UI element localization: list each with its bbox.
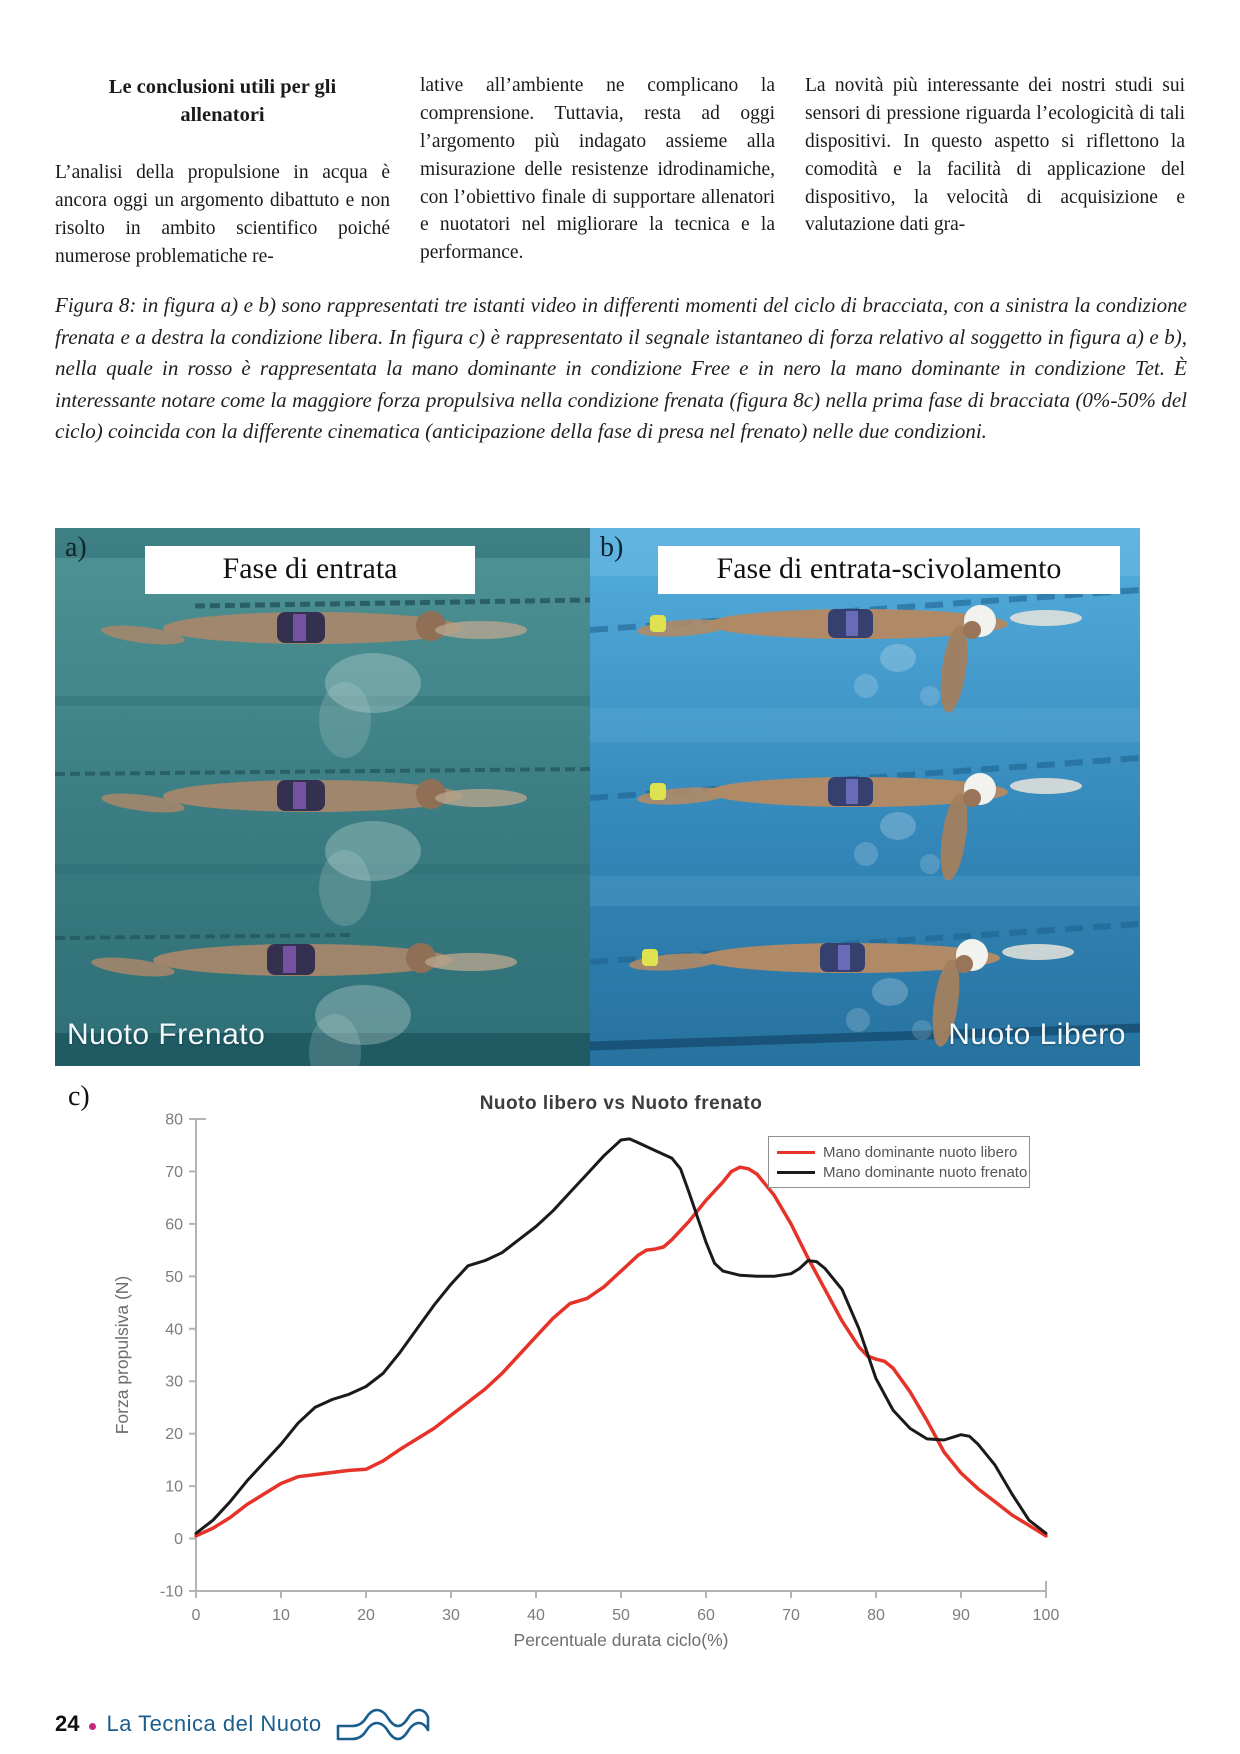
- photo-tag-libero: Nuoto Libero: [948, 1018, 1126, 1051]
- x-axis-label: Percentuale durata ciclo(%): [513, 1630, 729, 1650]
- y-tick-label: 10: [165, 1478, 183, 1496]
- article-column-3: [805, 72, 1185, 271]
- panel-title-b: Fase di entrata-scivolamento: [658, 546, 1120, 594]
- underwater-photo-a: [55, 528, 590, 1066]
- chart-canvas: [0, 1075, 1240, 1665]
- x-tick-label: 30: [442, 1607, 460, 1624]
- x-tick-label: 50: [612, 1607, 630, 1624]
- section-heading: Le conclusioni utili per gli allenatori: [108, 76, 337, 126]
- article-column-2: [420, 72, 775, 271]
- photo-panel-libero: [590, 528, 1140, 1066]
- chart-title: Nuoto libero vs Nuoto frenato: [479, 1093, 763, 1114]
- y-tick-label: 80: [165, 1111, 183, 1129]
- magazine-title: La Tecnica del Nuoto: [106, 1711, 322, 1736]
- legend-swatch-icon: [777, 1171, 815, 1174]
- x-tick-label: 10: [272, 1607, 290, 1624]
- legend-label: Mano dominante nuoto frenato: [823, 1163, 1028, 1181]
- photo-panel-frenato: [55, 528, 590, 1066]
- series-line-libero: [196, 1167, 1046, 1536]
- legend-swatch-icon: [777, 1151, 815, 1154]
- legend-row-frenato: [777, 1162, 1028, 1182]
- article-columns: [55, 72, 1185, 271]
- panel-letter-a: a): [65, 532, 87, 563]
- chart-legend: [768, 1136, 1030, 1188]
- y-tick-label: 70: [165, 1163, 183, 1181]
- x-tick-label: 90: [952, 1607, 970, 1624]
- photo-tag-frenato: Nuoto Frenato: [67, 1018, 266, 1051]
- y-tick-label: 40: [165, 1321, 183, 1339]
- page-footer: [55, 1706, 434, 1742]
- x-tick-label: 70: [782, 1607, 800, 1624]
- article-column-1: [55, 72, 390, 271]
- y-tick-label: 50: [165, 1268, 183, 1286]
- x-tick-label: 40: [527, 1607, 545, 1624]
- x-tick-label: 20: [357, 1607, 375, 1624]
- panel-letter-c: c): [68, 1081, 90, 1112]
- figure-photos: [55, 528, 1140, 1066]
- legend-label: Mano dominante nuoto libero: [823, 1143, 1018, 1161]
- wave-logo-icon: [334, 1706, 434, 1742]
- page-number: 24: [55, 1711, 80, 1736]
- x-tick-label: 0: [191, 1607, 201, 1624]
- force-chart: [0, 1075, 1240, 1665]
- legend-row-libero: [777, 1142, 1021, 1162]
- panel-title-a: Fase di entrata: [145, 546, 475, 594]
- panel-letter-b: b): [600, 532, 624, 563]
- footer-bullet-icon: [89, 1723, 96, 1730]
- paragraph: L’analisi della propulsione in acqua è ancora oggi un argomento dibattuto e non risolto in ambito scientifico poiché numerose problematiche re-: [55, 162, 390, 267]
- x-tick-label: 60: [697, 1607, 715, 1624]
- y-tick-label: -10: [159, 1583, 183, 1601]
- paragraph: La novità più interessante dei nostri studi sui sensori di pressione riguarda l’ecologicità di tali dispositivi. In questo aspetto si riflettono la comodità e la facilità di applicazione del dispositivo, la velocità di acquisizione e valutazione dati gra-: [805, 75, 1185, 236]
- y-tick-label: 0: [174, 1531, 183, 1549]
- underwater-photo-b: [590, 528, 1140, 1066]
- y-axis-label: Forza propulsiva (N): [112, 1275, 132, 1435]
- x-tick-label: 80: [867, 1607, 885, 1624]
- y-tick-label: 60: [165, 1216, 183, 1234]
- paragraph: lative all’ambiente ne complicano la comprensione. Tuttavia, resta ad oggi l’argomento più indagato assieme alla misurazione delle resistenze idrodinamiche, con l’obiettivo finale di supportare allenatori e nuotatori nel migliorare la tecnica e la performance.: [420, 75, 775, 264]
- y-tick-label: 30: [165, 1373, 183, 1391]
- x-tick-label: 100: [1032, 1607, 1060, 1624]
- figure-caption: Figura 8: in figura a) e b) sono rappresentati tre istanti video in differenti momenti del ciclo di bracciata, con a sinistra la condizione frenata e a destra la condizione libera. In figura c) è rappresentato il segnale istantaneo di forza relativo al soggetto in figura a) e b), nella quale in rosso è rappresentata la mano dominante in condizione Free e in nero la mano dominante in condizione Tet. È interessante notare come la maggiore forza propulsiva nella condizione frenata (figura 8c) nella prima fase di bracciata (0%-50% del ciclo) coincida con la differente cinematica (anticipazione della fase di presa nel frenato) nelle due condizioni.: [55, 293, 1187, 443]
- y-tick-label: 20: [165, 1426, 183, 1444]
